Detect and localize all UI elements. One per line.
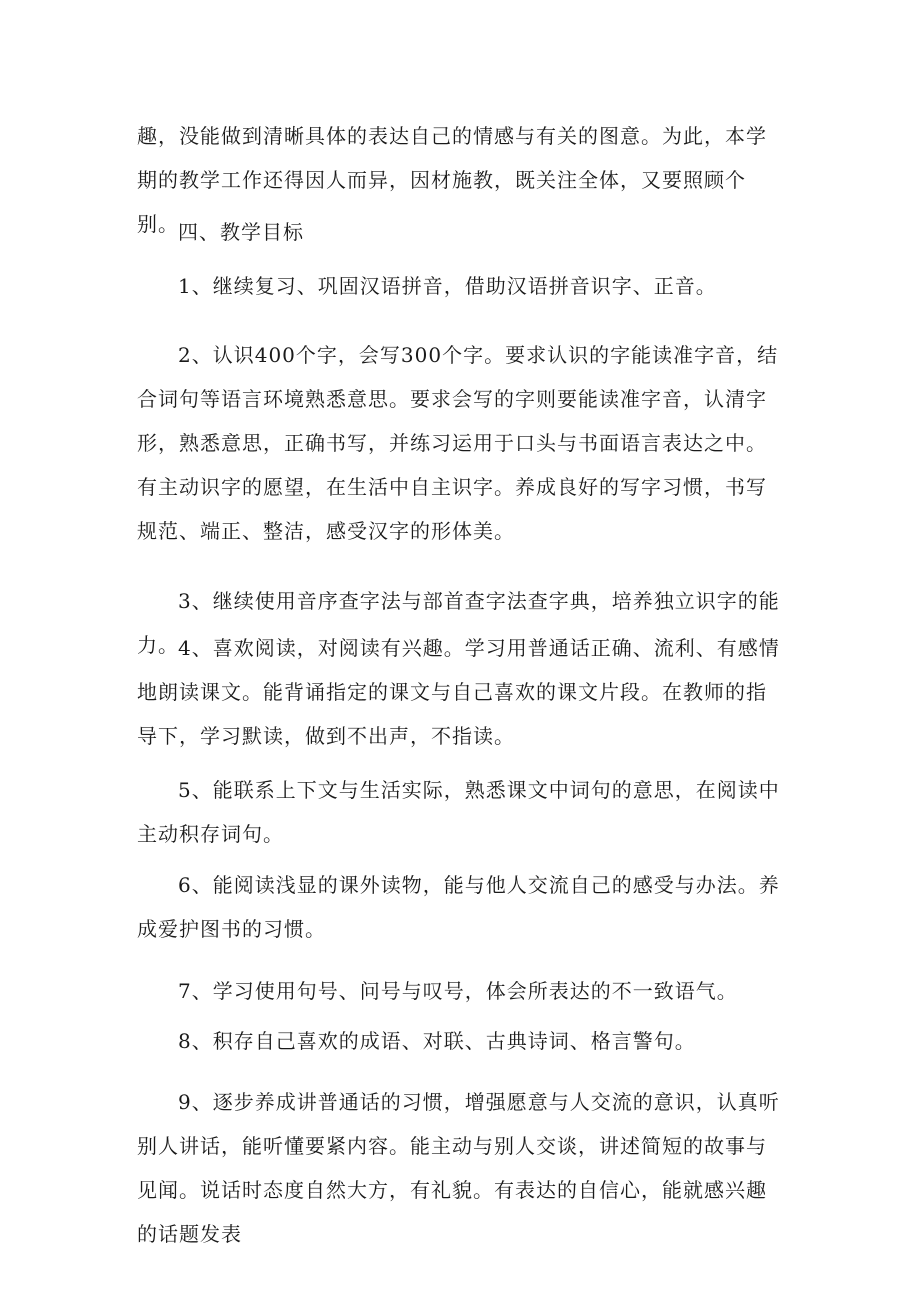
objective-6: 6、能阅读浅显的课外读物，能与他人交流自己的感受与办法。养成爱护图书的习惯。 bbox=[137, 873, 780, 941]
objective-9: 9、逐步养成讲普通话的习惯，增强愿意与人交流的意识，认真听别人讲话，能听懂要紧内容。能主动与别人交谈，讲述简短的故事与见闻。说话时态度自然大方，有礼貌。有表达的自信心，能就感兴趣的话题发表 bbox=[137, 1090, 780, 1246]
section-heading: 四、教学目标 bbox=[178, 220, 304, 244]
intro-continuation-paragraph: 趣，没能做到清晰具体的表达自己的情感与有关的图意。为此，本学期的教学工作还得因人而异，因材施教，既关注全体，又要照顾个别。 bbox=[137, 124, 767, 236]
objective-3: 3、继续使用音序查字法与部首查字法查字典，培养独立识字的能力。 bbox=[137, 589, 780, 657]
objective-5: 5、能联系上下文与生活实际，熟悉课文中词句的意思，在阅读中主动积存词句。 bbox=[137, 778, 780, 846]
objective-4: 4、喜欢阅读，对阅读有兴趣。学习用普通话正确、流利、有感情地朗读课文。能背诵指定的课文与自己喜欢的课文片段。在教师的指导下，学习默读，做到不出声，不指读。 bbox=[137, 636, 780, 748]
objective-1: 1、继续复习、巩固汉语拼音，借助汉语拼音识字、正音。 bbox=[178, 274, 717, 298]
objective-8: 8、积存自己喜欢的成语、对联、古典诗词、格言警句。 bbox=[178, 1029, 696, 1053]
objective-2: 2、认识400个字，会写300个字。要求认识的字能读准字音，结合词句等语言环境熟悉意思。要求会写的字则要能读准字音，认清字形，熟悉意思，正确书写，并练习运用于口头与书面语言表达之中。有主动识字的愿望，在生活中自主识字。养成良好的写字习惯，书写规范、端正、整洁，感受汉字的形体美。 bbox=[137, 343, 779, 543]
objective-7: 7、学习使用句号、问号与叹号，体会所表达的不一致语气。 bbox=[178, 979, 738, 1003]
